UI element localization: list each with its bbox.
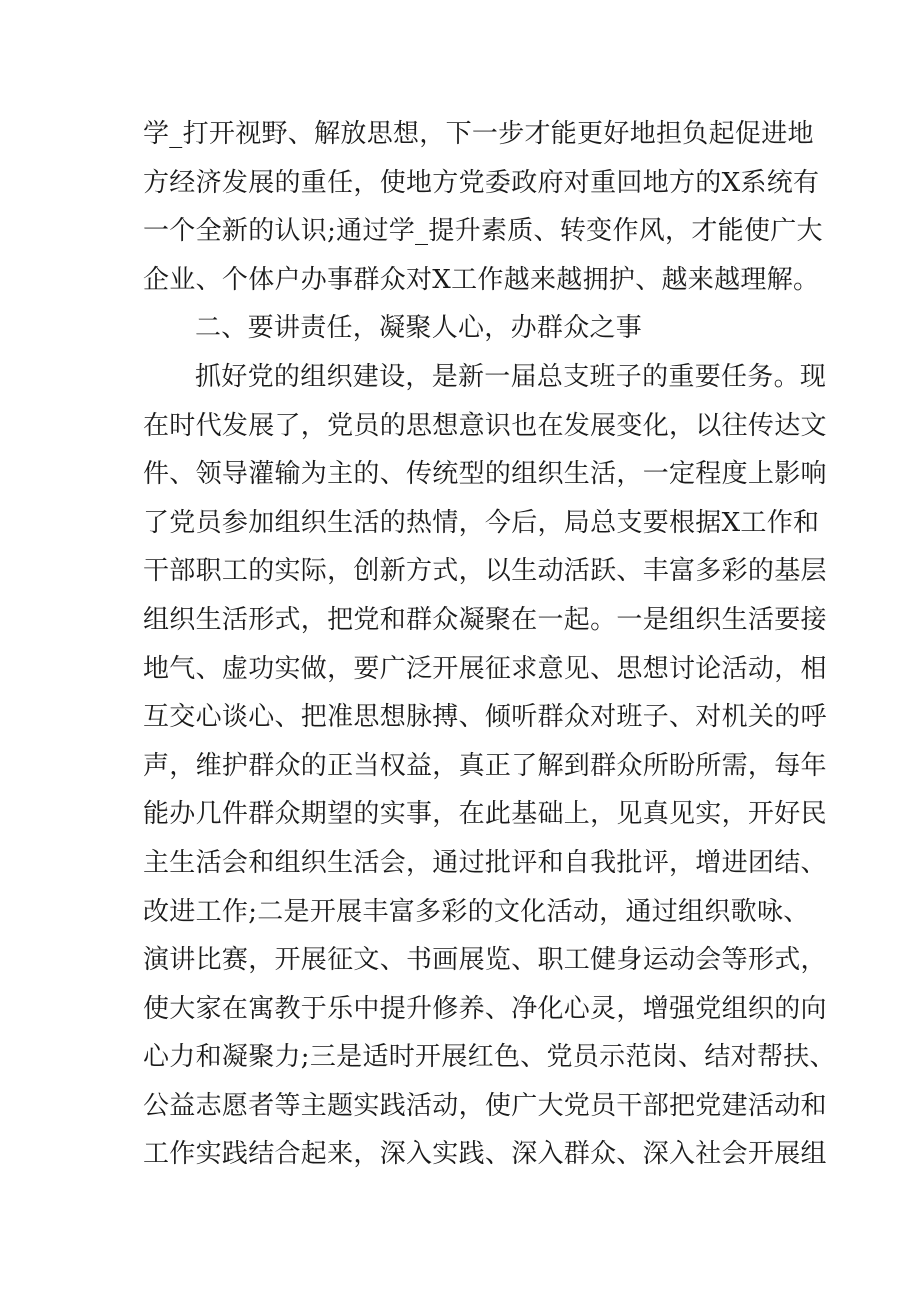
text-line: 能办几件群众期望的实事，在此基础上，见真见实，开好民 (143, 799, 827, 830)
text-line: 件、领导灌输为主的、传统型的组织生活，一定程度上影响 (143, 459, 827, 490)
text-line: 互交心谈心、把准思想脉搏、倾听群众对班子、对机关的呼 (143, 702, 827, 733)
text-line: 在时代发展了，党员的思想意识也在发展变化，以往传达文 (143, 410, 827, 441)
text-line: 使大家在寓教于乐中提升修养、净化心灵，增强党组织的向 (143, 993, 827, 1024)
text-line: 学_打开视野、解放思想，下一步才能更好地担负起促进地 (143, 119, 814, 149)
paragraph-first-line: 抓好党的组织建设，是新一届总支班子的重要任务。现 (195, 361, 827, 392)
text-line: 工作实践结合起来，深入实践、深入群众、深入社会开展组 (143, 1139, 827, 1170)
text-line: 了党员参加组织生活的热情，今后，局总支要根据X工作和 (143, 507, 820, 538)
text-line: 公益志愿者等主题实践活动，使广大党员干部把党建活动和 (143, 1090, 827, 1121)
text-line: 企业、个体户办事群众对X工作越来越拥护、越来越理解。 (143, 264, 820, 295)
text-line: 一个全新的认识;通过学_提升素质、转变作风，才能使广大 (143, 216, 823, 247)
section-heading: 二、要讲责任，凝聚人心，办群众之事 (195, 313, 643, 344)
text-line: 主生活会和组织生活会，通过批评和自我批评，增进团结、 (143, 847, 827, 878)
text-line: 地气、虚功实做，要广泛开展征求意见、思想讨论活动，相 (143, 653, 827, 684)
text-line: 心力和凝聚力;三是适时开展红色、党员示范岗、结对帮扶、 (143, 1042, 836, 1073)
text-line: 改进工作;二是开展丰富多彩的文化活动，通过组织歌咏、 (143, 896, 810, 927)
text-line: 组织生活形式，把党和群众凝聚在一起。一是组织生活要接 (143, 604, 827, 635)
text-line: 演讲比赛，开展征文、书画展览、职工健身运动会等形式， (143, 945, 827, 976)
text-line: 声，维护群众的正当权益，真正了解到群众所盼所需，每年 (143, 750, 827, 781)
text-line: 方经济发展的重任，使地方党委政府对重回地方的X系统有 (143, 167, 820, 198)
text-line: 干部职工的实际，创新方式，以生动活跃、丰富多彩的基层 (143, 556, 827, 587)
document-body (143, 110, 836, 1179)
